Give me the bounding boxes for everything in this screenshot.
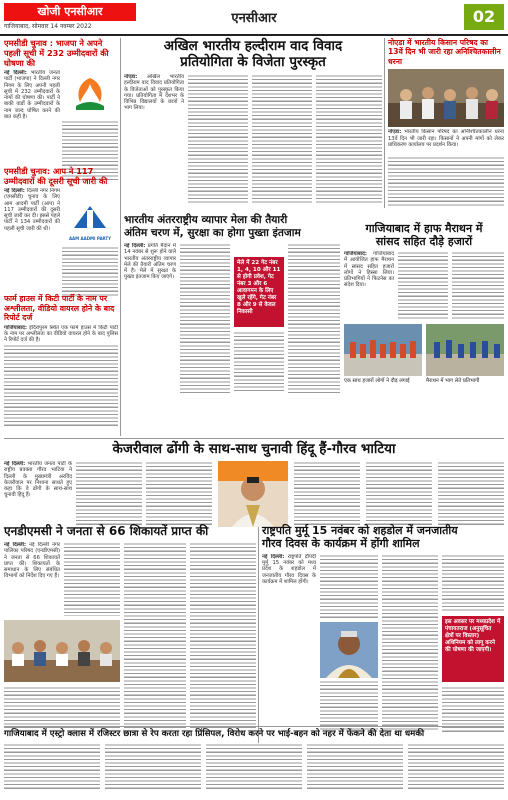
dateline: नई दिल्ली: (124, 243, 146, 249)
body-text: दिल्ली नगर निगम (एमसीडी) चुनाव के लिए आम आदमी पार्टी (आप) ने 117 उम्मीदवारों की दूसरी सूची जारी कर दी। इससे पहले पार्टी ने 134 उम्मीदवारों की पहली सूची जारी की थी। (4, 188, 60, 232)
story-bottom-strip (4, 726, 504, 789)
story-body (4, 325, 118, 343)
masthead (0, 0, 508, 36)
text-filler (442, 554, 504, 612)
text-filler (442, 686, 504, 732)
page-number: 02 (464, 4, 504, 30)
farmers-protest-photo (388, 69, 504, 127)
section-title: एनसीआर (231, 11, 277, 26)
left-story-aap (4, 166, 118, 298)
body-text: इंदिरापुरम स्थित एक फार्म हाउस में किटी पार्टी के नाम पर अश्लीलता का वीडियो वायरल होने के बाद पुलिस ने रिपोर्ट दर्ज की है। (4, 324, 118, 343)
body-text: गाजियाबाद में आयोजित हाफ मैराथन में सांसद सहित हजारों लोगों ने हिस्सा लिया। प्रतिभागियों ने फिटनेस का संदेश दिया। (344, 251, 394, 289)
dateline: गाजियाबाद: (4, 324, 27, 331)
story-body (4, 461, 72, 527)
dateline: नई दिल्ली: (4, 542, 27, 548)
text-filler (438, 461, 504, 527)
story-body (388, 129, 504, 155)
headline: एनडीएमसी ने जनता से 66 शिकायतें प्राप्त की (4, 524, 209, 538)
president-photo (320, 622, 378, 678)
photo-caption: एक साथ हजारों लोगों ने दौड़ लगाई (344, 378, 410, 384)
story-trade-fair (124, 214, 340, 393)
story-body (344, 251, 394, 321)
text-filler (105, 743, 201, 789)
body-text: भारतीय जनता पार्टी (भाजपा) ने दिल्ली नगर निगम के लिए अपनी पहली सूची में 232 उम्मीदवारों के नामों की घोषणा की। पार्टी ने बाकी वार्डों के उम्मीदवारों के नाम जल्द घोषित करने की बात कही है। (4, 70, 60, 121)
headline-line2: अंतिम चरण में, सुरक्षा का होगा पुख्ता इंतजाम (124, 227, 301, 239)
text-filler (190, 542, 256, 728)
story-body (4, 70, 60, 180)
lead-story-haldiram (124, 38, 382, 204)
story-body (124, 74, 184, 204)
headline: गाजियाबाद में एस्ट्रो क्लास में रजिस्टर छात्रा से रेप करता रहा प्रिंसिपल, विरोध करने पर भाई-बहन को नहर में फेंकने की देता था धमकी (4, 729, 425, 739)
right-story-farmers (388, 38, 504, 206)
column-divider (120, 38, 121, 436)
text-filler (408, 743, 504, 789)
column-divider (384, 38, 385, 208)
highlight-box: इस अवसर पर मध्यप्रदेश में पंचायतराज (अनुसूचित क्षेत्रों पर विस्तार) अधिनियम को लागू करने की घोषणा की जाएगी। (442, 616, 504, 682)
gaurav-bhatia-photo (218, 461, 288, 527)
text-filler (452, 251, 504, 321)
headline-line2: गौरव दिवस के कार्यक्रम में होंगी शामिल (262, 537, 420, 551)
aap-logo-text: AAM AADMI PARTY (68, 236, 112, 241)
story-body (4, 542, 60, 616)
body-text: अखिल भारतीय हल्दीराम वाद विवाद प्रतियोगिता के विजेताओं को पुरस्कृत किया गया। प्रतियोगिता में देशभर के विभिन्न विद्यालयों के छात्रों ने भाग लिया। (124, 74, 184, 112)
text-filler (64, 542, 120, 616)
dateline: गाजियाबाद: (344, 251, 367, 257)
dateline: नोएडा: (124, 74, 138, 80)
text-filler (4, 743, 100, 789)
body-text: प्रगति मैदान में 14 नवंबर से शुरू होने वाले भारतीय अंतरराष्ट्रीय व्यापार मेले की तैयारी अंतिम चरण में है। मेले में सुरक्षा के पुख्ता इंतजाम किए जाएंगे। (124, 243, 176, 281)
story-body (4, 188, 60, 298)
text-filler (388, 156, 504, 206)
dateline: नई दिल्ली: (4, 461, 26, 467)
text-filler (288, 243, 340, 393)
photo-caption: मैराथन में भाग लेते प्रतिभागी (426, 378, 480, 384)
left-story-farmhouse (4, 294, 118, 428)
headline-line1: भारतीय अंतरराष्ट्रीय व्यापार मेला की तैयारी (124, 214, 288, 226)
bjp-logo-image (62, 72, 118, 118)
left-story-bjp (4, 38, 118, 180)
marathon-photo (344, 324, 504, 376)
text-filler (146, 461, 212, 527)
text-filler (307, 743, 403, 789)
paper-logo: खोजी एनसीआर (4, 3, 136, 21)
masthead-date: गाजियाबाद, सोमवार 14 नवम्बर 2022 (4, 23, 92, 30)
headline-line1: राष्ट्रपति मुर्मू 15 नवंबर को शहडोल में जनजातीय (262, 524, 458, 537)
pull-quote-box: मेले में 22 गेट नंबर 1, 4, 10 और 11 से होगी प्रवेश, गेट नंबर 3 और 6 आवागमन के लिए खुले रहेंगे, गेट नंबर 8 और 9 से केवल निकासी (234, 257, 284, 327)
story-president-murmu (262, 524, 504, 732)
text-filler (188, 74, 248, 204)
story-body (124, 243, 176, 393)
story-gaurav-bhatia (4, 438, 504, 527)
headline: फार्म हाउस में किटी पार्टी के नाम पर अश्लीलता, वीडियो वायरल होने के बाद रिपोर्ट दर्ज (4, 294, 115, 323)
body-text: राष्ट्रपति द्रौपदी मुर्मू 15 नवंबर को मध्य प्रदेश के शहडोल में जनजातीय गौरव दिवस के कार्यक्रम में शामिल होंगी। (262, 553, 316, 585)
dateline: नोएडा: (388, 129, 402, 136)
text-filler (320, 554, 378, 620)
text-filler (294, 461, 360, 527)
body-text: भारतीय जनता पार्टी के राष्ट्रीय प्रवक्ता गौरव भाटिया ने दिल्ली के मुख्यमंत्री अरविंद केजरीवाल पर निशाना साधते हुए कहा कि वे ढोंगी के साथ-साथ चुनावी हिंदू हैं। (4, 461, 72, 499)
text-filler (316, 74, 382, 204)
text-filler (76, 461, 142, 527)
headline: एमसीडी चुनाव : भाजपा ने अपने पहली सूची में 232 उम्मीदवारों की घोषणा की (4, 38, 109, 68)
text-filler (180, 243, 230, 393)
text-filler (62, 246, 118, 298)
text-filler (206, 743, 302, 789)
headline: केजरीवाल ढोंगी के साथ-साथ चुनावी हिंदू हैं-गौरव भाटिया (112, 441, 396, 457)
text-filler (382, 554, 438, 732)
story-ndmc (4, 524, 256, 728)
body-text: नई दिल्ली नगर पालिका परिषद (एनडीएमसी) ने जनता से 66 शिकायतें प्राप्त कीं। शिकायतों के समाधान के लिए संबंधित विभागों को निर्देश दिए गए हैं। (4, 542, 60, 580)
lead-headline-line2: प्रतियोगिता के विजेता पुरस्कृत (180, 54, 326, 70)
dateline: नई दिल्ली: (4, 70, 27, 76)
body-text: भारतीय किसान परिषद का अनिश्चितकालीन धरना 13वें दिन भी जारी रहा। किसानों ने अपनी मांगों को लेकर प्राधिकरण कार्यालय पर प्रदर्शन किया। (388, 129, 504, 148)
text-filler (124, 542, 186, 728)
text-filler (320, 680, 378, 732)
headline: एमसीडी चुनाव: आप ने 117 उम्मीदवारों की दूसरी सूची जारी की (4, 166, 108, 186)
story-body (262, 554, 316, 732)
story-half-marathon (344, 222, 504, 406)
text-filler (4, 686, 120, 728)
text-filler (252, 74, 312, 204)
dateline: नई दिल्ली: (4, 188, 25, 194)
text-filler (366, 461, 432, 527)
headline-line2: सांसद सहित दौड़े हजारों (375, 235, 473, 248)
text-filler (398, 251, 448, 321)
text-filler (4, 344, 118, 428)
text-filler (234, 331, 284, 393)
dateline: नई दिल्ली: (262, 553, 285, 560)
ndmc-meeting-photo (4, 620, 120, 682)
lead-headline-line1: अखिल भारतीय हल्दीराम वाद विवाद (163, 38, 343, 54)
headline: नोएडा में भारतीय किसान परिषद का 13वें दिन भी जारी रहा अनिश्चितकालीन धरना (388, 38, 501, 66)
aap-logo-image (64, 202, 116, 242)
headline-line1: गाजियाबाद में हाफ मैराथन में (365, 222, 483, 235)
